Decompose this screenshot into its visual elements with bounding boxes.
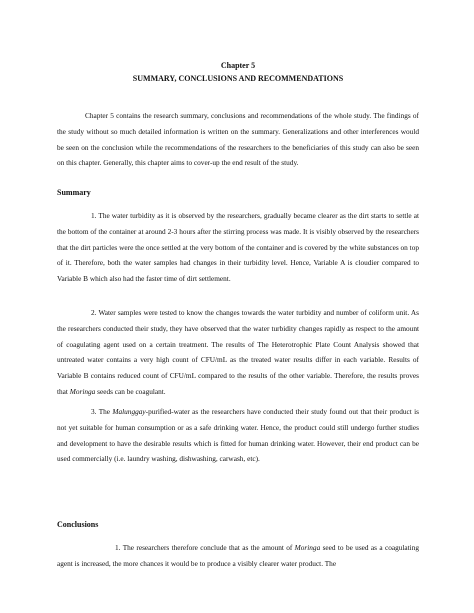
- conclusions-item-1-tail: seed to be used as a coagulating agent is increased, the more chances it would be to produce a visibly clearer water product. The: [57, 543, 420, 568]
- conclusions-item-1-italic: Moringa: [294, 543, 321, 552]
- intro-paragraph: Chapter 5 contains the research summary, conclusions and recommendations of the whole study. The findings of the study without so much detailed information is written on the summary. Generalizations and other interferences would be seen on the conclusion while the recommendations of the researchers to the beneficiaries of this study can also be seen on this chapter. Generally, this chapter aims to cover-up the end result of the study.: [57, 111, 419, 168]
- summary-item-3-prefix: 3. The: [91, 407, 113, 416]
- summary-item-2-text: 2. Water samples were tested to know the changes towards the water turbidity and number of coliform unit. As the researchers conducted their study, they have observed that the water turbidity changes rapidly as respect to the amount of coagulating agent used on a certain treatment. The results of The Heterotrophic Plate Count Analysis showed that untreated water contains a very high count of CFU/mL as the treated water results differ in each variable. Results of Variable B contains reduced count of CFU/mL compared to the results of the other variable. Therefore, the results proves that: [57, 308, 419, 396]
- conclusions-item-1-text: 1. The researchers therefore conclude that as the amount of: [115, 543, 295, 552]
- conclusions-item-1: [57, 540, 419, 572]
- summary-item-3-italic: Malunggay: [112, 407, 146, 416]
- summary-item-2-italic: Moringa: [69, 386, 96, 396]
- summary-heading: Summary: [57, 188, 91, 197]
- conclusions-heading: Conclusions: [57, 520, 99, 529]
- summary-item-2-tail: seeds can be coagulant.: [95, 386, 166, 396]
- chapter-subtitle: SUMMARY, CONCLUSIONS AND RECOMMENDATIONS: [132, 74, 344, 83]
- summary-item-2: [57, 305, 419, 400]
- summary-item-1: 1. The water turbidity as it is observed by the researchers, gradually became clearer as the dirt starts to settle at the bottom of the container at around 2-3 hours after the stirring process was made. It is visibly observed by the researchers that the dirt particles were the once settled at the very bottom of the container and is covered by the white substances on top of it. Therefore, both the water samples had changes in their turbidity level. Hence, Variable A is cloudier compared to Variable B which also had the faster time of dirt settlement.: [57, 211, 419, 284]
- summary-item-3: [57, 404, 419, 467]
- summary-item-3-text: -purified-water as the researchers have conducted their study found out that their product is not yet suitable for human consumption or as a safe drinking water. Hence, the product could still undergo further studies and development to have the desirable results which is fitted for human drinking water. However, their end product can be used commercially (i.e. laundry washing, dishwashing, carwash, etc).: [57, 407, 419, 464]
- chapter-title: Chapter 5: [220, 61, 256, 70]
